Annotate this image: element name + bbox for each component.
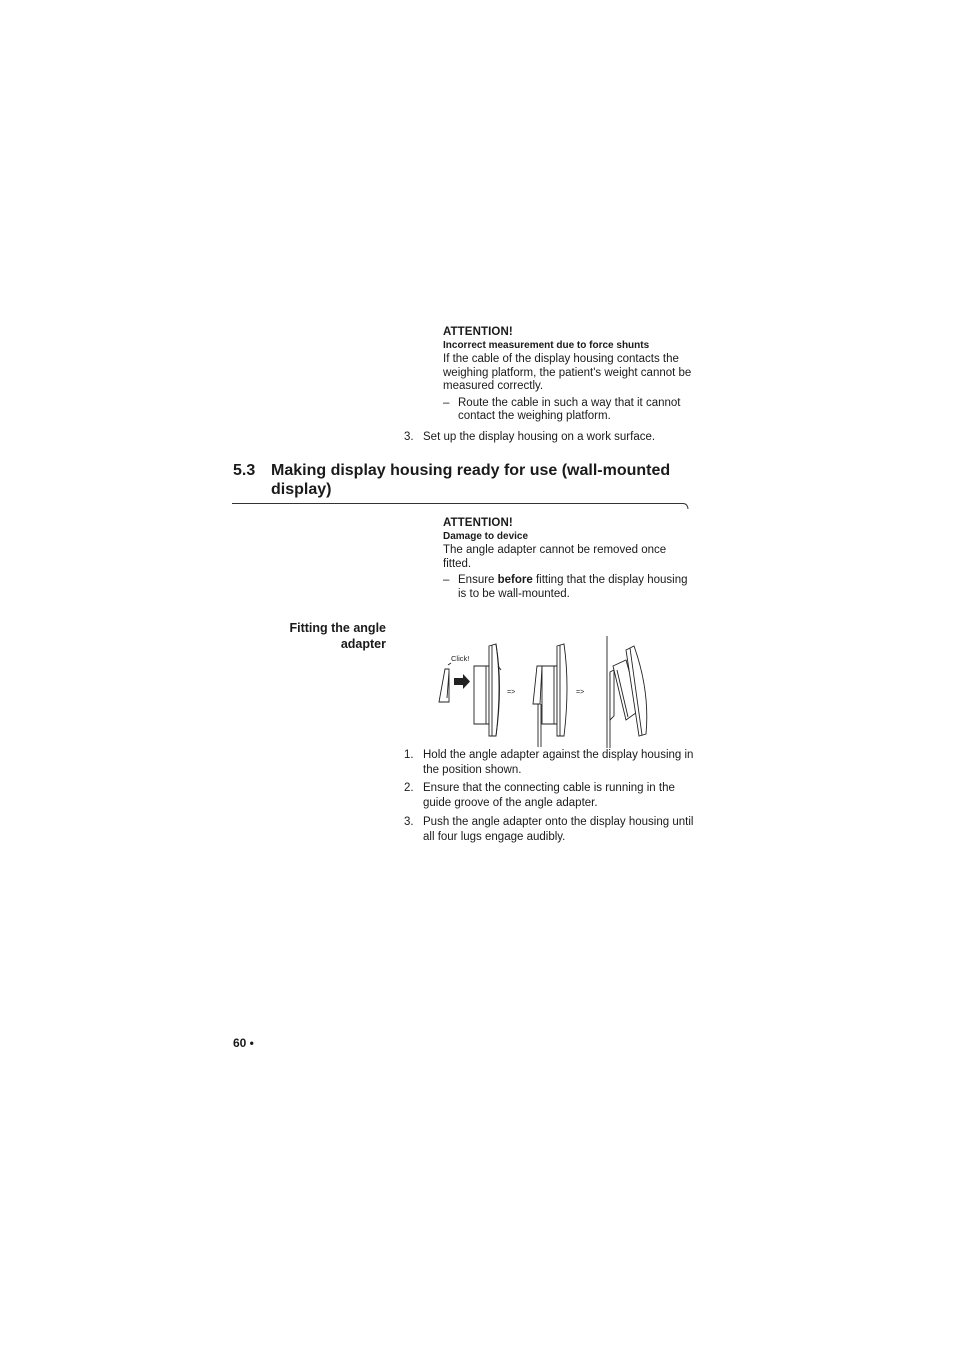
attention-instruction [443, 397, 693, 424]
attention-body: The angle adapter cannot be removed once fitted. [443, 544, 667, 570]
list-item [404, 815, 694, 845]
steps-list [404, 748, 694, 845]
attention-title: ATTENTION! [443, 326, 513, 338]
dash-bullet: – [443, 574, 450, 586]
list-item [404, 430, 694, 445]
attention-instruction [443, 574, 695, 601]
list-item [404, 781, 694, 811]
step-text: Push the angle adapter onto the display housing until all four lugs engage audibly. [423, 816, 694, 843]
instruction-text: Ensure before fitting that the display housing is to be wall-mounted. [458, 574, 688, 600]
attention-title: ATTENTION! [443, 517, 513, 529]
transition-arrow-2: => [576, 689, 585, 696]
section-heading [233, 461, 693, 499]
attention-notice-2 [443, 517, 695, 601]
angle-adapter-illustration [436, 636, 656, 748]
step-text: Set up the display housing on a work surface. [423, 431, 656, 443]
section-rule [232, 500, 692, 514]
section-title: Making display housing ready for use (wall-mounted display) [271, 462, 671, 498]
attention-subtitle: Incorrect measurement due to force shunts [443, 340, 650, 351]
step-number: 3. [404, 816, 414, 828]
step-number: 1. [404, 749, 414, 761]
attention-subtitle: Damage to device [443, 531, 529, 542]
step-number: 3. [404, 431, 414, 443]
page-number: 60 • [233, 1036, 254, 1050]
attention-notice-1 [443, 326, 693, 424]
step-number: 2. [404, 782, 414, 794]
section-number: 5.3 [233, 462, 256, 479]
attention-body: If the cable of the display housing contacts the weighing platform, the patient's weight cannot be measured correctly. [443, 353, 692, 392]
dash-bullet: – [443, 396, 450, 409]
list-item [404, 748, 694, 778]
instruction-text: Route the cable in such a way that it cannot contact the weighing platform. [458, 396, 681, 422]
transition-arrow-1: => [507, 689, 516, 696]
side-heading: Fitting the angle adapter [289, 621, 386, 651]
step-text: Ensure that the connecting cable is running in the guide groove of the angle adapter. [423, 782, 675, 809]
step-text: Hold the angle adapter against the display housing in the position shown. [423, 749, 694, 776]
click-label: Click! [451, 654, 470, 663]
